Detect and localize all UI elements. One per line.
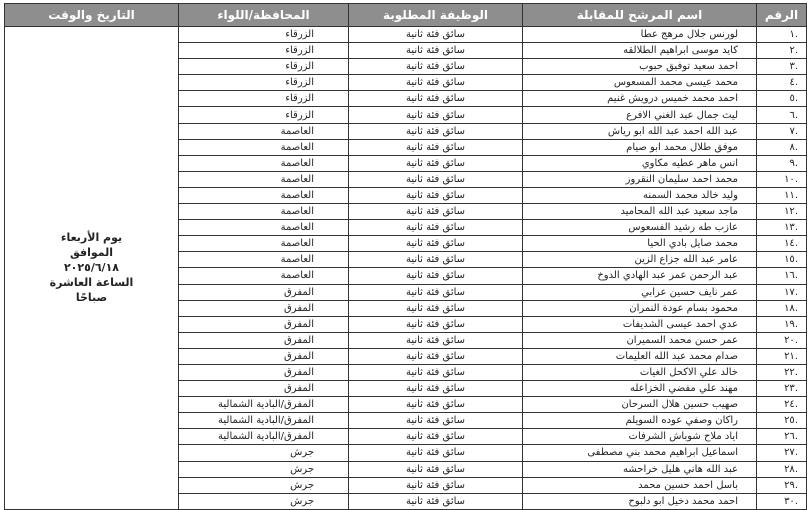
job-title: سائق فئة ثانية: [349, 364, 523, 380]
job-title: سائق فئة ثانية: [349, 123, 523, 139]
governorate: الزرقاء: [179, 27, 349, 43]
job-title: سائق فئة ثانية: [349, 429, 523, 445]
candidate-name: محمد عيسى محمد المسعوس: [523, 75, 757, 91]
row-number: .٢٦: [757, 429, 807, 445]
job-title: سائق فئة ثانية: [349, 493, 523, 509]
date-line1: يوم الأربعاء: [60, 231, 123, 245]
row-number: .١٥: [757, 252, 807, 268]
row-number: .١٧: [757, 284, 807, 300]
row-number: .٢٣: [757, 381, 807, 397]
job-title: سائق فئة ثانية: [349, 461, 523, 477]
governorate: جرش: [179, 461, 349, 477]
candidates-document: [4, 3, 806, 510]
job-title: سائق فئة ثانية: [349, 332, 523, 348]
governorate: الزرقاء: [179, 91, 349, 107]
row-number: .١٦: [757, 268, 807, 284]
governorate: العاصمة: [179, 187, 349, 203]
row-number: .١٢: [757, 204, 807, 220]
interview-date-cell: [5, 27, 179, 510]
row-number: .٥: [757, 91, 807, 107]
candidate-name: عمر حسن محمد السميران: [523, 332, 757, 348]
governorate: المفرق: [179, 316, 349, 332]
job-title: سائق فئة ثانية: [349, 477, 523, 493]
candidate-name: راكان وصفي عوده السويلم: [523, 413, 757, 429]
candidate-name: ليث جمال عبد الغني الافرع: [523, 107, 757, 123]
job-title: سائق فئة ثانية: [349, 139, 523, 155]
job-title: سائق فئة ثانية: [349, 348, 523, 364]
governorate: العاصمة: [179, 252, 349, 268]
row-number: .٢٤: [757, 397, 807, 413]
table-row: [5, 27, 807, 43]
job-title: سائق فئة ثانية: [349, 236, 523, 252]
governorate: المفرق: [179, 381, 349, 397]
job-title: سائق فئة ثانية: [349, 284, 523, 300]
candidate-name: موفق طلال محمد ابو صيام: [523, 139, 757, 155]
row-number: .٣٠: [757, 493, 807, 509]
job-title: سائق فئة ثانية: [349, 445, 523, 461]
date-line3: ٢٠٢٥/٦/١٨: [63, 261, 120, 275]
candidate-name: انس ماهر عطيه مكاوي: [523, 155, 757, 171]
candidate-name: احمد محمد خميس درويش غنيم: [523, 91, 757, 107]
job-title: سائق فئة ثانية: [349, 220, 523, 236]
job-title: سائق فئة ثانية: [349, 187, 523, 203]
row-number: .٧: [757, 123, 807, 139]
governorate: العاصمة: [179, 268, 349, 284]
job-title: سائق فئة ثانية: [349, 107, 523, 123]
candidate-name: عبد الله هاني هليل خراحشه: [523, 461, 757, 477]
governorate: الزرقاء: [179, 75, 349, 91]
row-number: .٨: [757, 139, 807, 155]
row-number: .١٨: [757, 300, 807, 316]
job-title: سائق فئة ثانية: [349, 413, 523, 429]
candidate-name: عازب طه رشيد الفسعوس: [523, 220, 757, 236]
governorate: المفرق/البادية الشمالية: [179, 429, 349, 445]
candidate-name: احمد محمد دخيل ابو دلبوح: [523, 493, 757, 509]
candidate-name: عبد الله احمد عبد الله ابو رياش: [523, 123, 757, 139]
row-number: .٩: [757, 155, 807, 171]
job-title: سائق فئة ثانية: [349, 59, 523, 75]
job-title: سائق فئة ثانية: [349, 204, 523, 220]
governorate: العاصمة: [179, 220, 349, 236]
header-date: التاريخ والوقت: [5, 4, 179, 27]
candidate-name: عدي احمد عيسى الشديفات: [523, 316, 757, 332]
date-line2: الموافق: [69, 246, 114, 260]
row-number: .١٩: [757, 316, 807, 332]
row-number: .٢٧: [757, 445, 807, 461]
header-name: اسم المرشح للمقابلة: [523, 4, 757, 27]
candidate-name: وليد خالد محمد السمنه: [523, 187, 757, 203]
job-title: سائق فئة ثانية: [349, 27, 523, 43]
row-number: .٣: [757, 59, 807, 75]
governorate: العاصمة: [179, 171, 349, 187]
governorate: المفرق: [179, 284, 349, 300]
governorate: المفرق/البادية الشمالية: [179, 413, 349, 429]
candidate-name: احمد سعيد توفيق حبوب: [523, 59, 757, 75]
job-title: سائق فئة ثانية: [349, 268, 523, 284]
job-title: سائق فئة ثانية: [349, 75, 523, 91]
governorate: جرش: [179, 477, 349, 493]
governorate: العاصمة: [179, 139, 349, 155]
row-number: .٢٠: [757, 332, 807, 348]
candidate-name: باسل احمد حسين محمد: [523, 477, 757, 493]
header-row: [5, 4, 807, 27]
governorate: الزرقاء: [179, 59, 349, 75]
row-number: .١: [757, 27, 807, 43]
governorate: المفرق: [179, 300, 349, 316]
row-number: .٢٥: [757, 413, 807, 429]
job-title: سائق فئة ثانية: [349, 171, 523, 187]
row-number: .١٠: [757, 171, 807, 187]
governorate: الزرقاء: [179, 43, 349, 59]
candidate-name: لورنس جلال مرهج عطا: [523, 27, 757, 43]
governorate: العاصمة: [179, 236, 349, 252]
candidate-name: خالد علي الاكحل الغيات: [523, 364, 757, 380]
candidate-name: محمد احمد سليمان النقروز: [523, 171, 757, 187]
header-job: الوظيفة المطلوبة: [349, 4, 523, 27]
header-governorate: المحافظة/اللواء: [179, 4, 349, 27]
governorate: العاصمة: [179, 155, 349, 171]
candidates-table: [4, 3, 807, 510]
governorate: المفرق/البادية الشمالية: [179, 397, 349, 413]
candidate-name: كايد موسى ابراهيم الطلالقه: [523, 43, 757, 59]
row-number: .٢٢: [757, 364, 807, 380]
row-number: .٤: [757, 75, 807, 91]
job-title: سائق فئة ثانية: [349, 397, 523, 413]
candidate-name: اياد ملاح شوباش الشرفات: [523, 429, 757, 445]
candidate-name: ماجد سعيد عبد الله المحاميد: [523, 204, 757, 220]
table-body: [5, 27, 807, 510]
row-number: .١٣: [757, 220, 807, 236]
date-line5: صباحًا: [75, 291, 108, 305]
governorate: المفرق: [179, 364, 349, 380]
job-title: سائق فئة ثانية: [349, 316, 523, 332]
row-number: .٢٨: [757, 461, 807, 477]
candidate-name: عبد الرحمن عمر عبد الهادي الدوخ: [523, 268, 757, 284]
row-number: .٢١: [757, 348, 807, 364]
job-title: سائق فئة ثانية: [349, 252, 523, 268]
candidate-name: عمر نايف حسين عرابي: [523, 284, 757, 300]
date-line4: الساعة العاشرة: [49, 276, 134, 290]
row-number: .٦: [757, 107, 807, 123]
governorate: جرش: [179, 493, 349, 509]
governorate: العاصمة: [179, 123, 349, 139]
job-title: سائق فئة ثانية: [349, 91, 523, 107]
job-title: سائق فئة ثانية: [349, 155, 523, 171]
governorate: المفرق: [179, 348, 349, 364]
row-number: .١١: [757, 187, 807, 203]
governorate: الزرقاء: [179, 107, 349, 123]
job-title: سائق فئة ثانية: [349, 381, 523, 397]
row-number: .١٤: [757, 236, 807, 252]
row-number: .٢: [757, 43, 807, 59]
candidate-name: صدام محمد عبد الله العليمات: [523, 348, 757, 364]
governorate: جرش: [179, 445, 349, 461]
candidate-name: محمود بسام عودة النمران: [523, 300, 757, 316]
candidate-name: اسماعيل ابراهيم محمد بني مصطفى: [523, 445, 757, 461]
row-number: .٢٩: [757, 477, 807, 493]
candidate-name: صهيب حسين هلال السرحان: [523, 397, 757, 413]
governorate: المفرق: [179, 332, 349, 348]
job-title: سائق فئة ثانية: [349, 300, 523, 316]
candidate-name: عامر عبد الله جزاع الزين: [523, 252, 757, 268]
candidate-name: محمد صايل بادي الحيا: [523, 236, 757, 252]
governorate: العاصمة: [179, 204, 349, 220]
candidate-name: مهند علي مفضي الخزاعله: [523, 381, 757, 397]
table-header: [5, 4, 807, 27]
job-title: سائق فئة ثانية: [349, 43, 523, 59]
header-num: الرقم: [757, 4, 807, 27]
